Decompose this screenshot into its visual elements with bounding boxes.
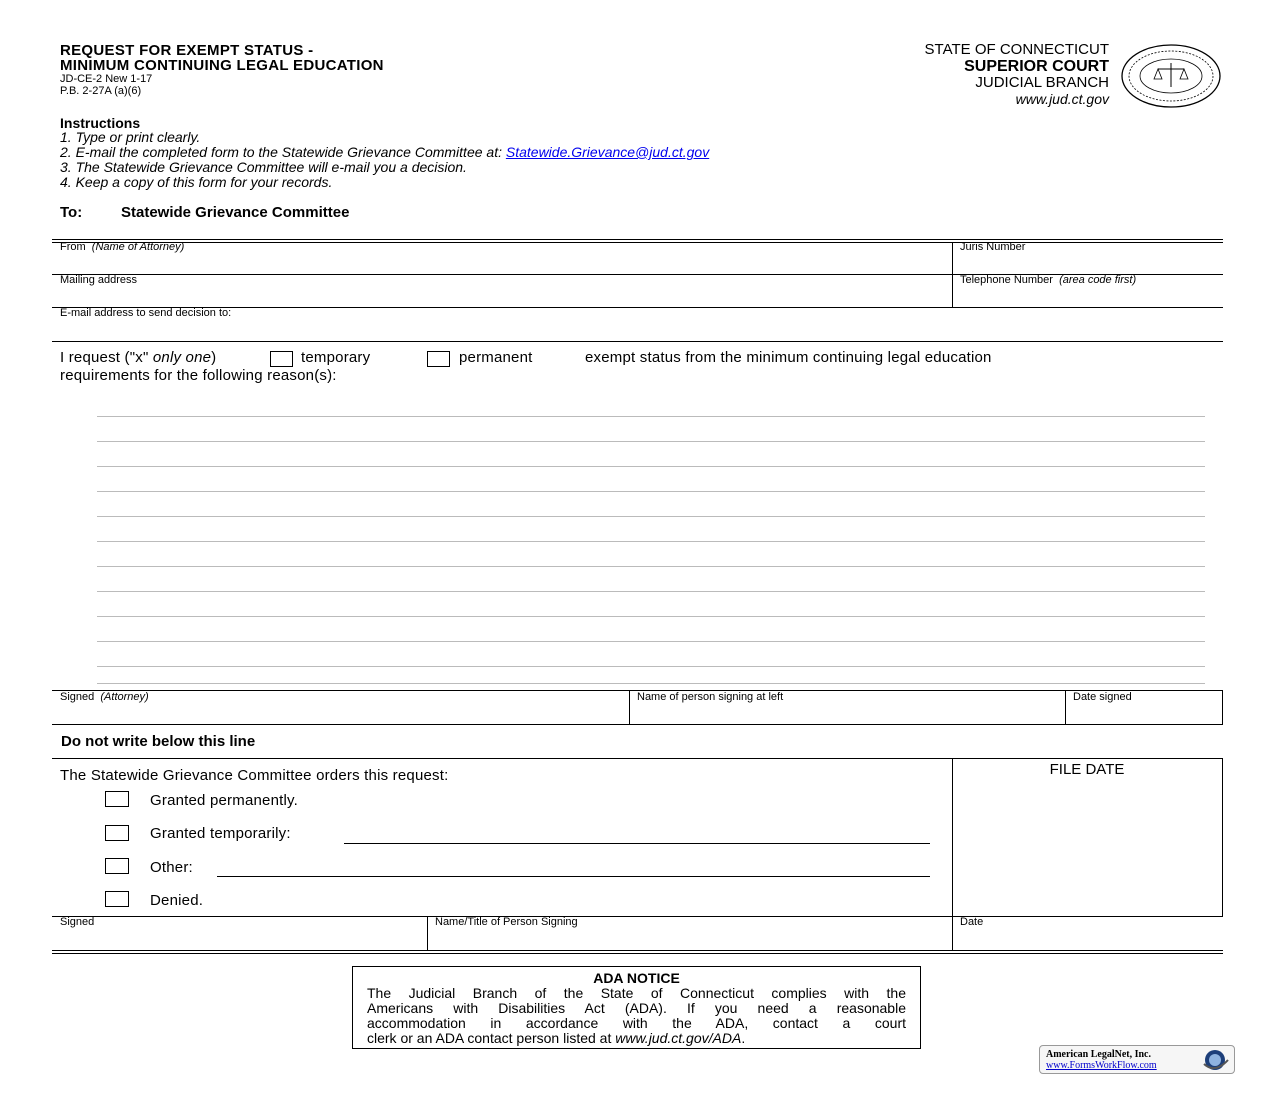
date-signed-label: Date signed [1073, 691, 1132, 703]
mailing-address-label: Mailing address [60, 274, 138, 286]
instruction-1: 1. Type or print clearly. [60, 129, 201, 145]
committee-signature-field[interactable] [56, 931, 422, 948]
denied-label: Denied. [150, 892, 204, 909]
reason-line [97, 641, 1205, 642]
ada-heading: ADA NOTICE [593, 970, 680, 986]
juris-number-label: Juris Number [960, 241, 1026, 253]
granted-permanently-label: Granted permanently. [150, 792, 298, 809]
reason-line [97, 683, 1205, 684]
committee-date-field[interactable] [956, 931, 1218, 948]
instruction-2-text: 2. E-mail the completed form to the Statewide Grievance Committee at: [60, 144, 506, 160]
committee-orders-text: The Statewide Grievance Committee orders this request: [60, 767, 449, 784]
request-lead: I request ("x" [60, 349, 149, 366]
request-tail: exempt status from the minimum continuing legal education [585, 349, 992, 366]
form-title-line1: REQUEST FOR EXEMPT STATUS - [60, 42, 314, 59]
email-address-field[interactable] [56, 322, 1218, 340]
name-title-label: Name/Title of Person Signing [435, 916, 578, 928]
telephone-hint: (area code first) [1059, 274, 1137, 286]
practice-book-rule: P.B. 2-27A (a)(6) [60, 85, 142, 97]
reason-line [97, 591, 1205, 592]
legalnet-brand: American LegalNet, Inc. [1046, 1049, 1151, 1060]
branch-name: JUDICIAL BRANCH [975, 74, 1109, 91]
name-title-field[interactable] [431, 931, 947, 948]
instructions-heading: Instructions [60, 115, 141, 131]
header-website: www.jud.ct.gov [1015, 91, 1109, 107]
reason-line [97, 516, 1205, 517]
legalnet-logo-icon [1198, 1048, 1232, 1072]
instruction-2 [60, 145, 709, 160]
to-recipient: Statewide Grievance Committee [121, 204, 350, 221]
ada-line1: The Judicial Branch of the State of Connecticut complies with the [367, 985, 906, 1001]
formsworkflow-link[interactable]: www.FormsWorkFlow.com [1046, 1060, 1157, 1071]
granted-permanently-checkbox[interactable] [105, 791, 129, 807]
signer-name-field[interactable] [633, 706, 1061, 723]
attorney-signature-hint: (Attorney) [100, 691, 149, 703]
reasons-area[interactable] [97, 400, 1205, 687]
to-label: To: [60, 204, 83, 221]
reason-line [97, 416, 1205, 417]
reason-line [97, 466, 1205, 467]
form-number: JD-CE-2 New 1-17 [60, 73, 153, 85]
from-label-text: From [60, 241, 86, 253]
ada-notice-box [352, 966, 921, 1049]
state-name: STATE OF CONNECTICUT [924, 41, 1109, 58]
ada-line4-end: . [741, 1030, 746, 1046]
instruction-3: 3. The Statewide Grievance Committee will e-mail you a decision. [60, 159, 467, 175]
request-line1 [60, 349, 216, 366]
file-date-label: FILE DATE [1049, 761, 1125, 778]
date-signed-field[interactable] [1069, 706, 1219, 723]
juris-number-field[interactable] [956, 256, 1218, 273]
telephone-label-text: Telephone Number [960, 274, 1053, 286]
granted-temporarily-checkbox[interactable] [105, 825, 129, 841]
permanent-checkbox[interactable] [427, 351, 450, 367]
attorney-signature-field[interactable] [56, 706, 624, 723]
temporary-checkbox[interactable] [270, 351, 293, 367]
granted-temporarily-label: Granted temporarily: [150, 825, 291, 842]
ada-website[interactable]: www.jud.ct.gov/ADA [615, 1030, 742, 1046]
email-address-label: E-mail address to send decision to: [60, 307, 232, 319]
committee-date-label: Date [960, 916, 984, 928]
granted-temporarily-line[interactable] [344, 843, 930, 844]
signer-name-label: Name of person signing at left [637, 691, 784, 703]
ada-line4-text: clerk or an ADA contact person listed at [367, 1030, 616, 1046]
attorney-name-field[interactable] [56, 256, 946, 273]
reason-line [97, 441, 1205, 442]
permanent-label: permanent [459, 349, 533, 366]
request-only-one: only one [152, 349, 212, 366]
reason-line [97, 541, 1205, 542]
form-title-line2: MINIMUM CONTINUING LEGAL EDUCATION [60, 57, 384, 74]
legalnet-badge[interactable] [1039, 1045, 1235, 1074]
reason-line [97, 566, 1205, 567]
state-seal-icon [1120, 43, 1222, 109]
telephone-field[interactable] [956, 289, 1218, 306]
ada-line4 [353, 1031, 920, 1046]
attorney-signature-label-text: Signed [60, 691, 95, 703]
from-hint: (Name of Attorney) [91, 241, 185, 253]
request-line2: requirements for the following reason(s): [60, 367, 337, 384]
other-line[interactable] [217, 876, 930, 877]
temporary-label: temporary [301, 349, 371, 366]
do-not-write-notice: Do not write below this line [61, 733, 256, 750]
telephone-label [960, 274, 1136, 286]
grievance-email-link[interactable]: Statewide.Grievance@jud.ct.gov [505, 144, 710, 160]
attorney-signature-label [60, 691, 149, 703]
denied-checkbox[interactable] [105, 891, 129, 907]
reason-line [97, 491, 1205, 492]
mailing-address-field[interactable] [56, 289, 946, 306]
ada-line2: Americans with Disabilities Act (ADA). If you need a reasonable [367, 1000, 906, 1016]
reason-line [97, 616, 1205, 617]
ada-line3: accommodation in accordance with the ADA, contact a court [367, 1015, 906, 1031]
other-checkbox[interactable] [105, 858, 129, 874]
instruction-4: 4. Keep a copy of this form for your records. [60, 174, 333, 190]
reason-line [97, 666, 1205, 667]
court-name: SUPERIOR COURT [964, 58, 1109, 75]
other-label: Other: [150, 859, 193, 876]
from-label [60, 241, 184, 253]
request-close: ) [211, 349, 217, 366]
committee-signed-label: Signed [60, 916, 95, 928]
